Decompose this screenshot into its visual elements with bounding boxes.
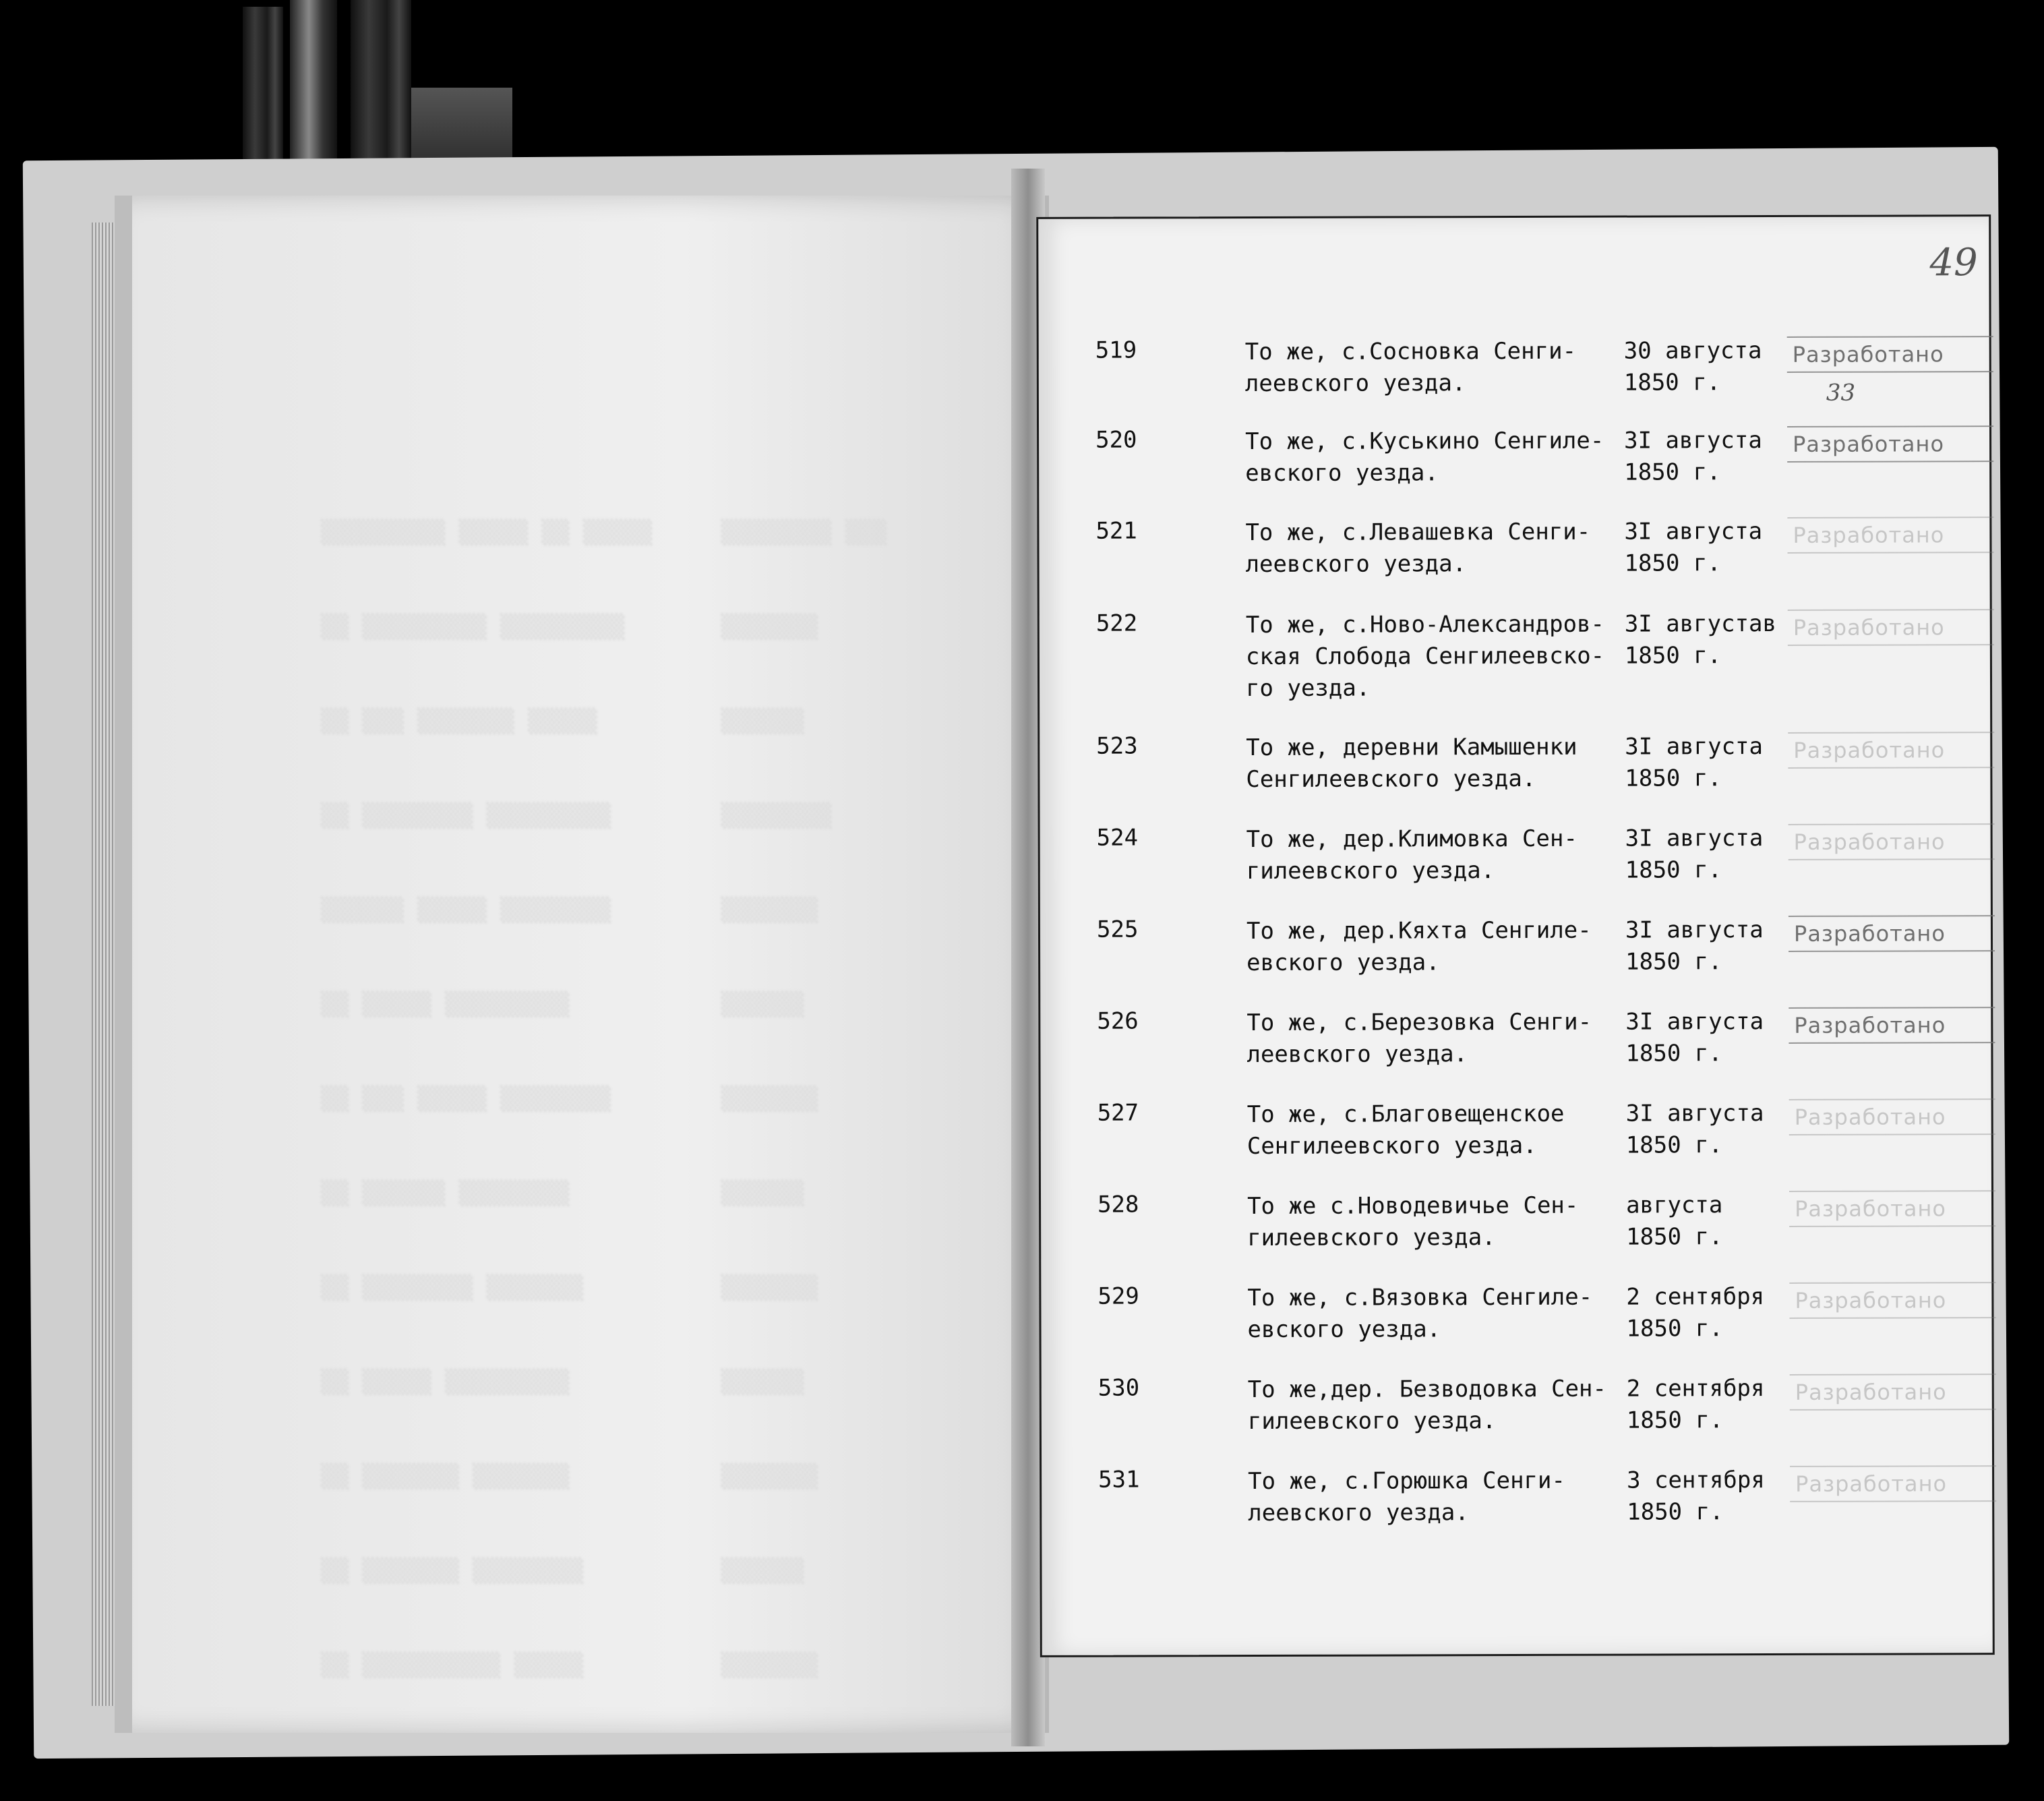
- entry-description: То же, деревни Камышенки Сенгилеевского уезда.: [1246, 733, 1577, 794]
- entry-description: То же,дер. Безводовка Сен- гилеевского уезда.: [1247, 1375, 1607, 1436]
- page-edges: [92, 223, 115, 1706]
- entry-date: 3I августа 1850 г.: [1625, 1100, 1764, 1159]
- entry-date: 3 сентября 1850 г.: [1627, 1467, 1765, 1526]
- entry-number: 522: [1095, 610, 1138, 637]
- register-row: [1042, 1372, 1992, 1463]
- entry-date: 3I августав 1850 г.: [1624, 610, 1777, 670]
- processed-stamp: Разработано: [1787, 516, 1993, 554]
- entry-date: 2 сентября 1850 г.: [1626, 1375, 1765, 1434]
- entry-number: 524: [1096, 824, 1139, 852]
- processed-stamp: Разработано: [1788, 915, 1995, 952]
- entry-date: 3I августа 1850 г.: [1625, 1008, 1764, 1067]
- entry-number: 529: [1098, 1282, 1139, 1310]
- entry-date: 3I августа 1850 г.: [1625, 733, 1764, 792]
- register-row: [1039, 515, 1989, 606]
- register-row: [1039, 334, 1989, 425]
- register-row: [1041, 1189, 1991, 1279]
- processed-stamp: Разработано: [1790, 1465, 1996, 1502]
- entry-number: 521: [1095, 517, 1137, 545]
- register-row: [1040, 1005, 1991, 1096]
- entry-description: То же с.Новодевичье Сен- гилеевского уезда.: [1246, 1191, 1579, 1252]
- processed-stamp: Разработано: [1787, 425, 1993, 463]
- register-row: [1040, 914, 1991, 1004]
- entry-number: 528: [1097, 1191, 1139, 1218]
- register-row: [1040, 608, 1990, 703]
- entry-number: 530: [1098, 1374, 1140, 1402]
- register-row: [1041, 1097, 1991, 1187]
- entry-number: 526: [1097, 1007, 1139, 1035]
- entry-date: августа 1850 г.: [1625, 1191, 1723, 1251]
- entry-number: 523: [1096, 732, 1138, 760]
- entry-date: 30 августа 1850 г.: [1623, 337, 1762, 396]
- processed-stamp: Разработано: [1788, 823, 1995, 860]
- processed-stamp: Разработано: [1789, 1098, 1995, 1135]
- processed-stamp: Разработано: [1790, 1374, 1996, 1411]
- entry-number: 531: [1098, 1466, 1140, 1494]
- processed-stamp: Разработано: [1789, 1190, 1995, 1227]
- entry-date: 3I августа 1850 г.: [1624, 518, 1763, 577]
- register-row: [1039, 424, 1989, 514]
- entry-description: То же, с.Березовка Сенги- леевского уезда.: [1246, 1008, 1592, 1069]
- processed-stamp: Разработано: [1788, 609, 1994, 646]
- register-row: [1042, 1464, 1992, 1554]
- processed-stamp: Разработано: [1788, 1007, 1995, 1044]
- entry-description: То же, с.Вязовка Сенгиле- евского уезда.: [1247, 1283, 1593, 1344]
- entry-number: 519: [1095, 336, 1137, 364]
- entry-description: То же, с.Сосновка Сенги- леевского уезда.: [1244, 337, 1577, 398]
- left-page: [115, 196, 1049, 1733]
- bleed-through-text: ▒▒▒▒▒▒▒▒▒ ▒▒▒▒▒ ▒▒ ▒▒▒▒▒ ▒▒▒▒▒▒▒▒ ▒▒▒ ▒▒ ▒▒▒▒▒▒▒▒▒ ▒▒▒▒▒▒▒▒▒ ▒▒▒▒▒▒▒ ▒▒ ▒▒▒ ▒▒▒▒▒▒▒ ▒▒▒▒▒ ▒▒▒▒▒▒ ▒▒ ▒▒▒▒▒▒▒▒ ▒▒▒▒▒▒▒▒▒ ▒▒▒▒▒▒▒▒ ▒▒▒▒▒▒ ▒▒▒▒▒ ▒▒▒▒▒▒▒▒ ▒▒▒▒▒▒▒ ▒▒ ▒▒▒▒▒ ▒▒▒▒▒▒▒▒▒ ▒▒▒▒▒▒ ▒▒ ▒▒▒ ▒▒▒▒▒ ▒▒▒▒▒▒▒▒ ▒▒▒▒▒▒▒ ▒▒ ▒▒▒▒▒▒ ▒▒▒▒▒▒▒▒ ▒▒▒▒▒▒ ▒▒ ▒▒▒▒▒▒▒▒ ▒▒▒▒▒▒▒ ▒▒▒▒▒▒▒ ▒▒ ▒▒▒▒▒ ▒▒▒▒▒▒▒▒▒ ▒▒▒▒▒▒ ▒▒ ▒▒▒▒▒▒▒ ▒▒▒▒▒▒▒ ▒▒▒▒▒▒▒ ▒▒ ▒▒▒▒▒▒▒ ▒▒▒▒▒▒▒▒ ▒▒▒▒▒▒ ▒▒ ▒▒▒▒▒▒▒▒▒▒ ▒▒▒▒▒ ▒▒▒▒▒▒▒: [321, 519, 887, 1679]
- entry-description: То же, дер.Климовка Сен- гилеевского уезда.: [1246, 825, 1577, 885]
- entry-description: То же, с.Горюшка Сенги- леевского уезда.: [1248, 1467, 1565, 1527]
- processed-stamp: Разработано: [1787, 336, 1993, 373]
- entry-description: То же, с.Левашевка Сенги- леевского уезда.: [1245, 518, 1591, 579]
- entry-number: 527: [1097, 1099, 1139, 1127]
- entry-description: То же, дер.Кяхта Сенгиле- евского уезда.: [1246, 916, 1592, 977]
- entry-date: 3I августа 1850 г.: [1624, 427, 1762, 486]
- entry-date: 3I августа 1850 г.: [1625, 916, 1764, 976]
- entry-description: То же, с.Благовещенское Сенгилеевского уезда.: [1246, 1100, 1565, 1160]
- entry-date: 2 сентября 1850 г.: [1626, 1283, 1765, 1342]
- entry-number: 520: [1095, 426, 1137, 454]
- register-row: [1040, 730, 1990, 821]
- processed-stamp: Разработано: [1788, 732, 1994, 769]
- right-page: [1036, 214, 1995, 1657]
- entry-description: То же, с.Ново-Александров- ская Слобода Сенгилеевско- го уезда.: [1245, 610, 1605, 703]
- register-row: [1041, 1280, 1991, 1371]
- entry-date: 3I августа 1850 г.: [1625, 825, 1764, 884]
- handwritten-note: 33: [1826, 379, 1856, 407]
- entry-number: 525: [1096, 916, 1139, 943]
- page-number: 49: [1929, 241, 1978, 285]
- register-row: [1040, 822, 1991, 912]
- processed-stamp: Разработано: [1789, 1282, 1995, 1319]
- entry-description: То же, с.Куськино Сенгиле- евского уезда.: [1245, 427, 1604, 488]
